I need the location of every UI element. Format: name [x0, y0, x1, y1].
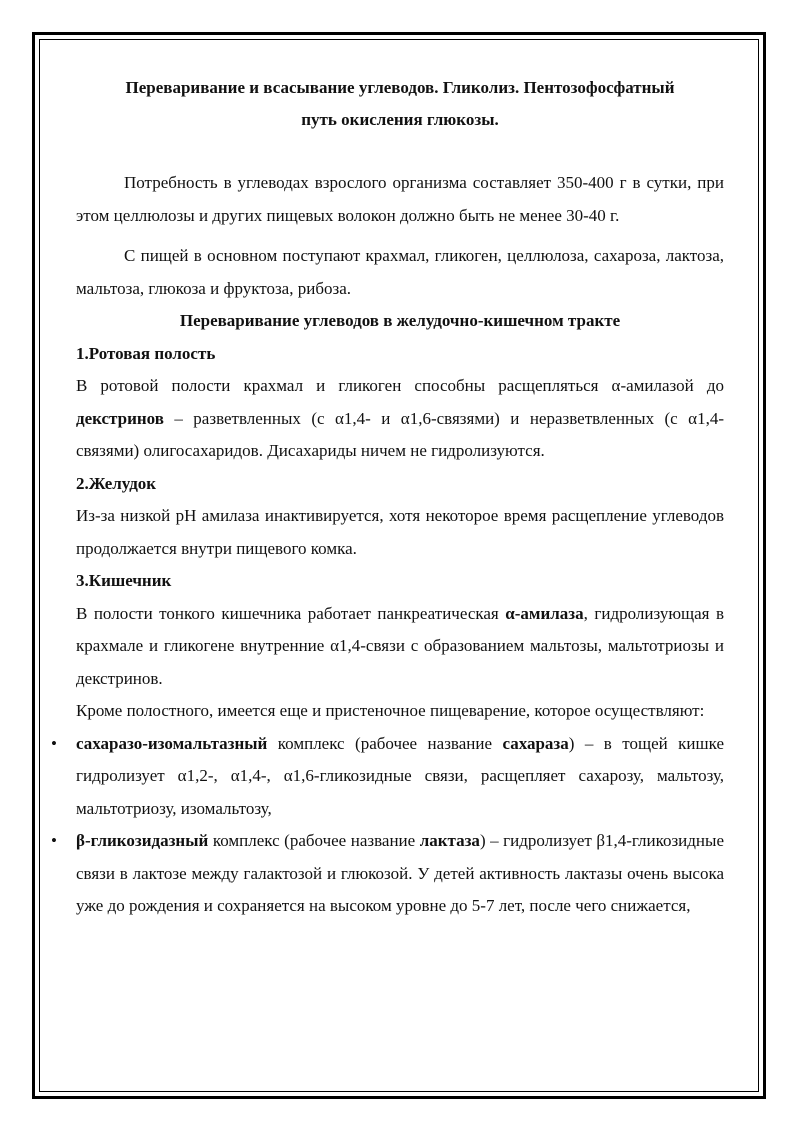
intro-paragraph-2: С пищей в основном поступают крахмал, гликоген, целлюлоза, сахароза, лактоза, мальтоза, глюкоза и фруктоза, рибоза.	[76, 246, 724, 298]
bullet-term: сахаразо-изомальтазный	[76, 733, 268, 753]
intestine-text-b: , гидролизующая в крахмале и гликогене внутренние α1,4-связи с образованием мальтозы, мальтотриозы и декстринов.	[76, 603, 724, 688]
bullet-text-b: ) – в тощей кишке гидролизует α1,2-, α1,4-, α1,6-гликозидные связи, расщепляет сахарозу, мальтозу, мальтотриозу, изомальтозу,	[76, 733, 724, 818]
bullet-term-2: сахараза	[502, 733, 569, 753]
bullet-marker: •	[51, 733, 57, 753]
oral-paragraph	[76, 370, 724, 468]
intestine-paragraph	[76, 598, 724, 696]
document-title	[76, 72, 724, 136]
bullet-text-a: комплекс (рабочее название	[208, 831, 420, 850]
intro-paragraph-1: Потребность в углеводах взрослого организма составляет 350-400 г в сутки, при этом целлюлозы и других пищевых волокон должно быть не менее 30-40 г.	[76, 173, 724, 225]
stomach-paragraph: Из-за низкой pH амилаза инактивируется, хотя некоторое время расщепление углеводов продолжается внутри пищевого комка.	[76, 506, 724, 558]
bullet-term: β-гликозидазный	[76, 831, 209, 850]
bullet-text-a: комплекс (рабочее название	[267, 733, 503, 753]
intestine-term: α-амилаза	[505, 603, 584, 623]
bullet-marker: •	[51, 831, 57, 850]
bullet-term-2: лактаза	[419, 831, 480, 850]
oral-heading: 1.Ротовая полость	[76, 343, 216, 363]
list-item	[51, 728, 724, 826]
title-line-1: Переваривание и всасывание углеводов. Гликолиз. Пентозофосфатный	[125, 78, 675, 97]
intestine-text-a: В полости тонкого кишечника работает панкреатическая	[76, 603, 506, 623]
section-heading: Переваривание углеводов в желудочно-кишечном тракте	[179, 311, 621, 330]
list-item	[51, 825, 724, 923]
stomach-heading: 2.Желудок	[76, 473, 157, 493]
title-line-2: путь окисления глюкозы.	[301, 110, 499, 129]
bullet-text-b: ) – гидролизует β1,4-гликозидные связи в лактозе между галактозой и глюкозой. У детей активность лактазы очень высока уже до рождения и сохраняется на высоком уровне до 5-7 лет, после чего снижается,	[76, 831, 724, 915]
document-body	[51, 72, 724, 923]
oral-term: декстринов	[76, 408, 164, 428]
oral-text-b: – разветвленных (с α1,4- и α1,6-связями) и неразветвленных (с α1,4-связями) олигосахаридов. Дисахариды ничем не гидролизуются.	[76, 408, 724, 460]
intestine-paragraph-2: Кроме полостного, имеется еще и пристеночное пищеварение, которое осуществляют:	[76, 701, 705, 720]
oral-text-a: В ротовой полости крахмал и гликоген способны расщепляться α-амилазой до	[76, 376, 724, 395]
intestine-heading: 3.Кишечник	[76, 571, 172, 590]
